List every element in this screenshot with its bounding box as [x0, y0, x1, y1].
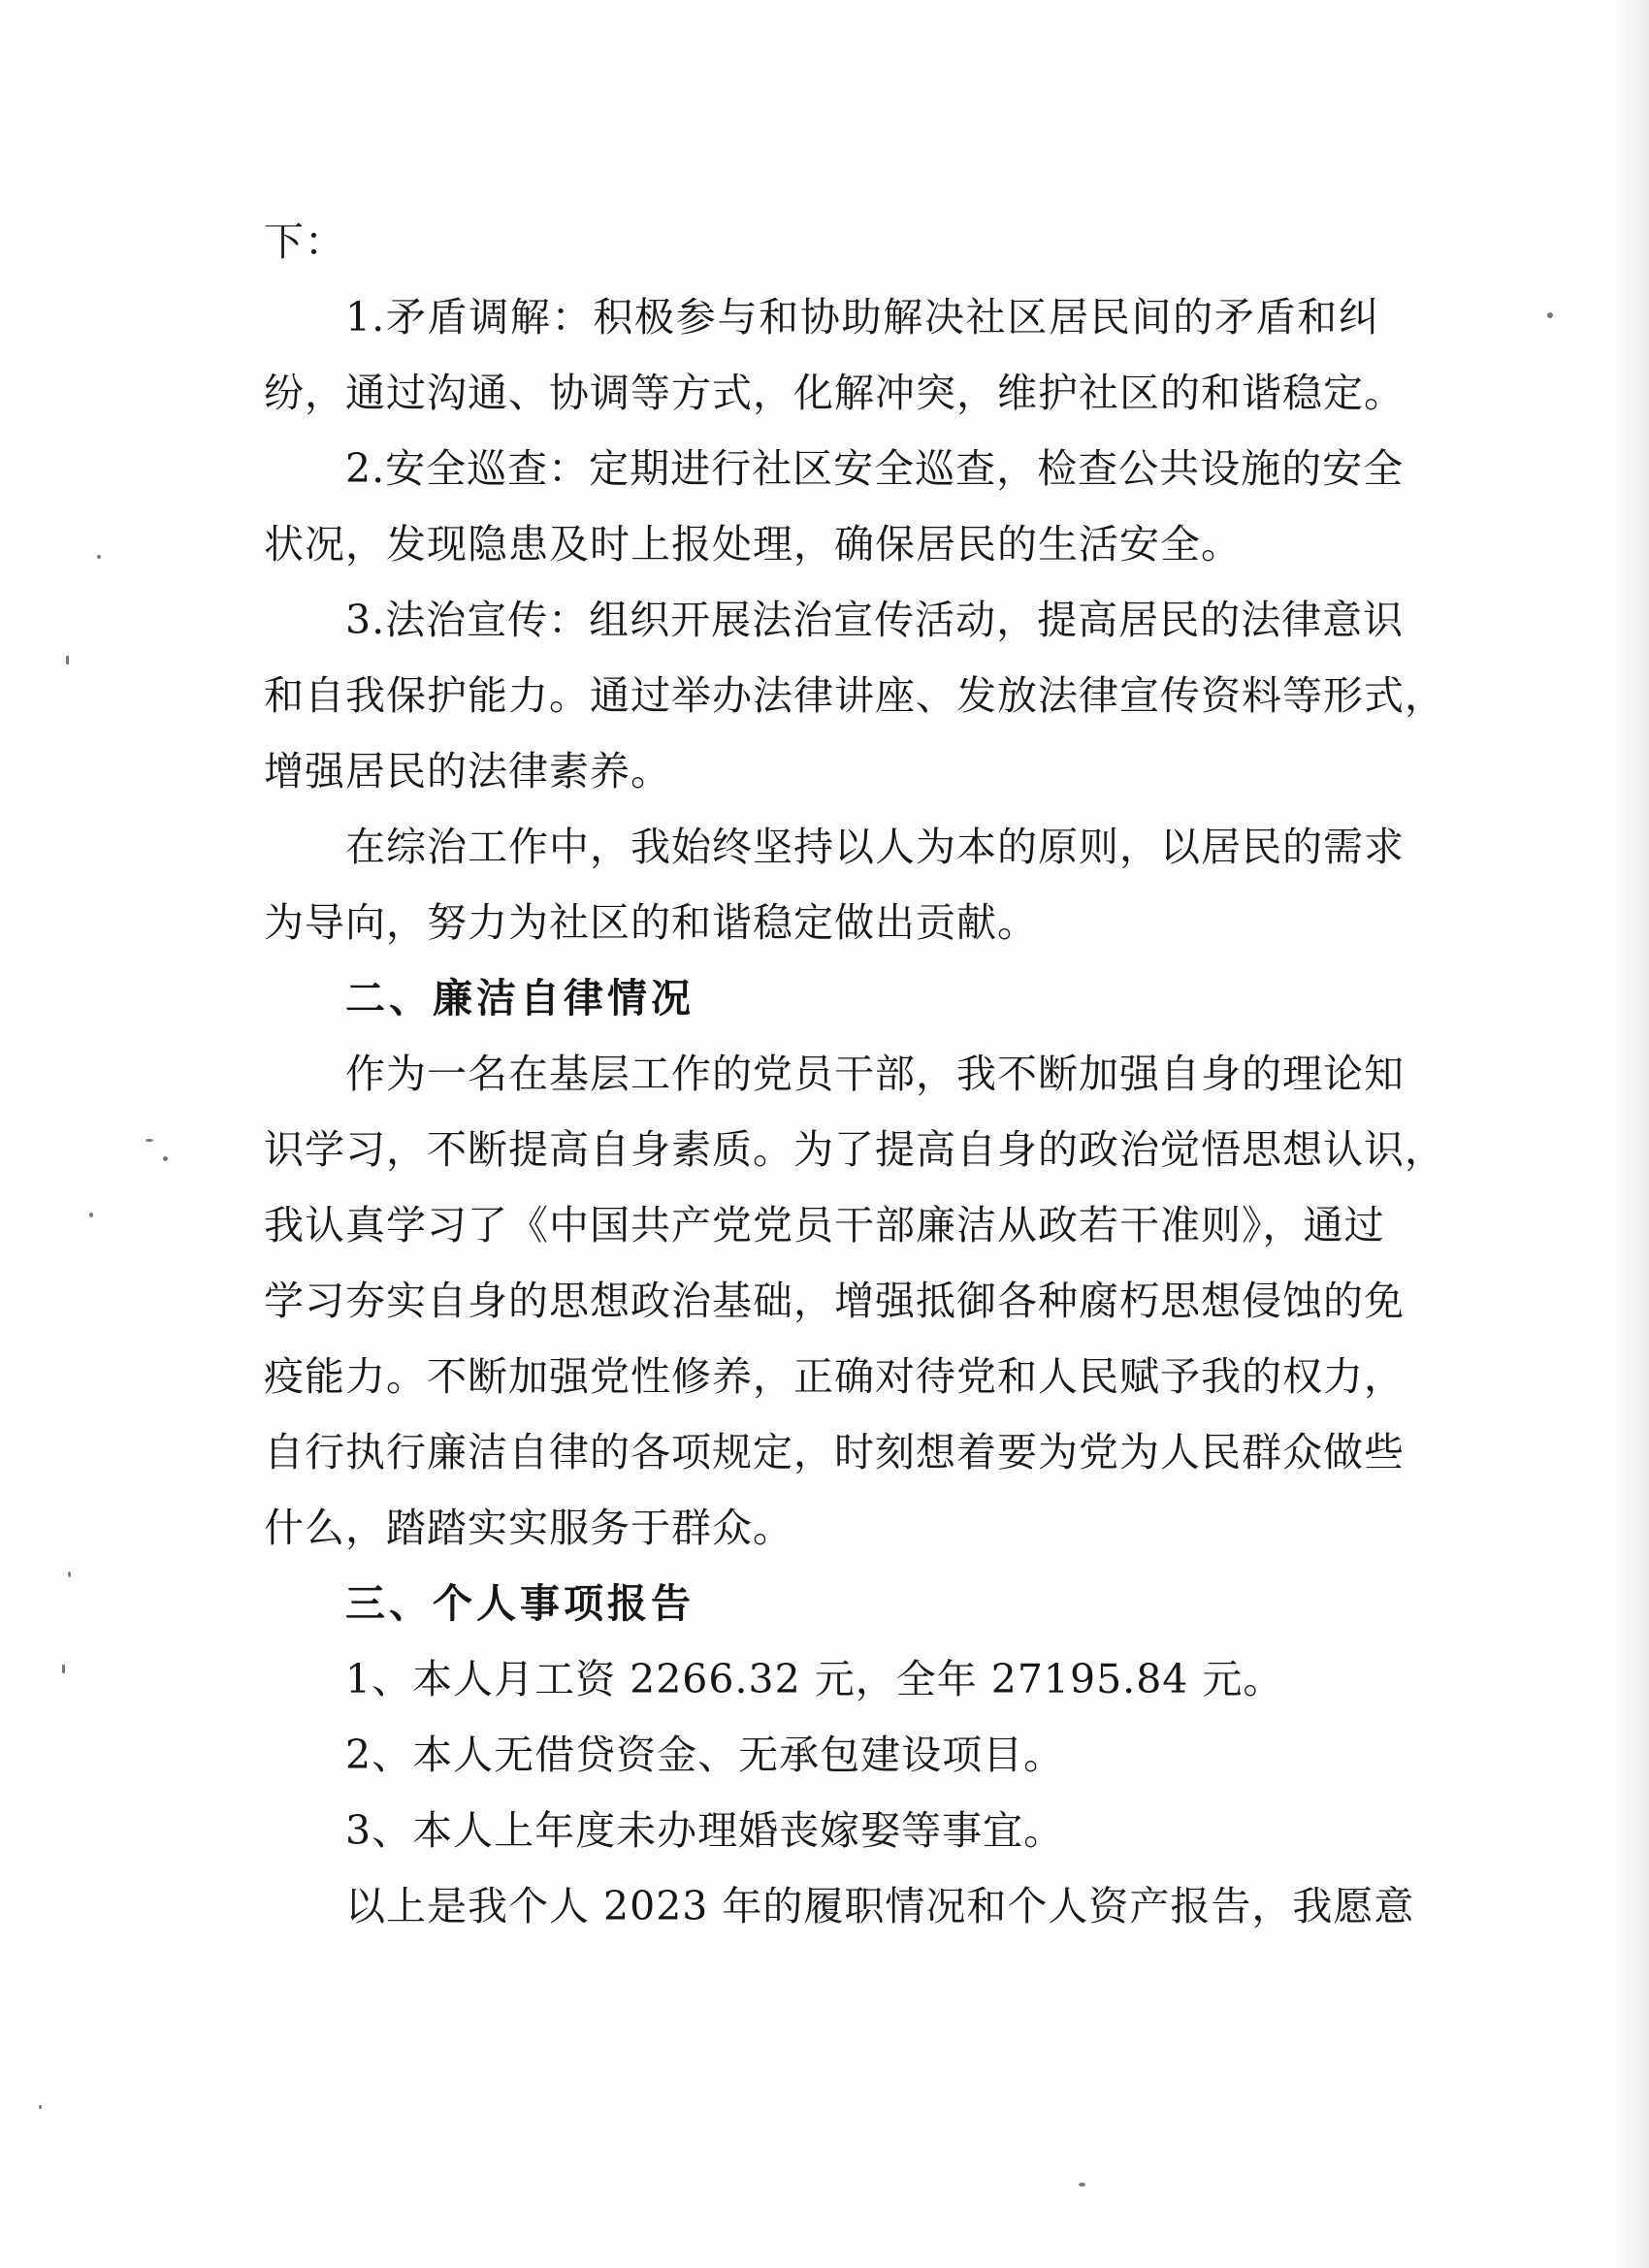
- text-line: 2、本人无借贷资金、无承包建设项目。: [345, 1732, 1065, 1778]
- text-line: 纷，通过沟通、协调等方式，化解冲突，维护社区的和谐稳定。: [264, 370, 1405, 416]
- scan-speck: [1079, 2183, 1085, 2187]
- text-line: 疫能力。不断加强党性修养，正确对待党和人民赋予我的权力，: [264, 1353, 1405, 1400]
- scan-speck: [97, 555, 101, 559]
- text-line: 下：: [264, 218, 345, 265]
- text-line: 状况，发现隐患及时上报处理，确保居民的生活安全。: [264, 521, 1242, 567]
- text-line: 2.安全巡查：定期进行社区安全巡查，检查公共设施的安全: [345, 445, 1405, 492]
- section-heading: 三、个人事项报告: [345, 1580, 695, 1627]
- document-body: [264, 204, 1445, 1944]
- text-line: 增强居民的法律素养。: [264, 748, 671, 794]
- text-line: 在综治工作中，我始终坚持以人为本的原则，以居民的需求: [345, 824, 1405, 870]
- scan-speck: [163, 1156, 168, 1161]
- scan-speck: [146, 1139, 153, 1142]
- text-line: 学习夯实自身的思想政治基础，增强抵御各种腐朽思想侵蚀的免: [264, 1278, 1405, 1324]
- text-line: 3.法治宣传：组织开展法治宣传活动，提高居民的法律意识: [345, 597, 1405, 643]
- scan-speck: [89, 1213, 93, 1217]
- text-line: 和自我保护能力。通过举办法律讲座、发放法律宣传资料等形式，: [264, 672, 1445, 719]
- text-line: 自行执行廉洁自律的各项规定，时刻想着要为党为人民群众做些: [264, 1429, 1405, 1475]
- text-line: 什么，踏踏实实服务于群众。: [264, 1505, 793, 1551]
- text-line: 我认真学习了《中国共产党党员干部廉洁从政若干准则》，通过: [264, 1202, 1385, 1248]
- scan-speck: [62, 1665, 65, 1673]
- scan-speck: [66, 656, 69, 664]
- scan-speck: [68, 1571, 71, 1577]
- text-line: 识学习，不断提高自身素质。为了提高自身的政治觉悟思想认识，: [264, 1126, 1445, 1173]
- text-line: 作为一名在基层工作的党员干部，我不断加强自身的理论知: [345, 1051, 1405, 1097]
- text-line: 以上是我个人 2023 年的履职情况和个人资产报告，我愿意: [345, 1883, 1415, 1929]
- scan-speck: [1547, 312, 1553, 318]
- scan-edge-shadow: [1616, 0, 1649, 2268]
- section-heading: 二、廉洁自律情况: [345, 975, 695, 1021]
- text-line: 为导向，努力为社区的和谐稳定做出贡献。: [264, 899, 1038, 946]
- text-line: 1、本人月工资 2266.32 元，全年 27195.84 元。: [345, 1656, 1284, 1702]
- text-line: 1.矛盾调解：积极参与和协助解决社区居民间的矛盾和纠: [345, 294, 1379, 340]
- text-line: 3、本人上年度未办理婚丧嫁娶等事宜。: [345, 1807, 1065, 1854]
- scan-speck: [39, 2105, 42, 2109]
